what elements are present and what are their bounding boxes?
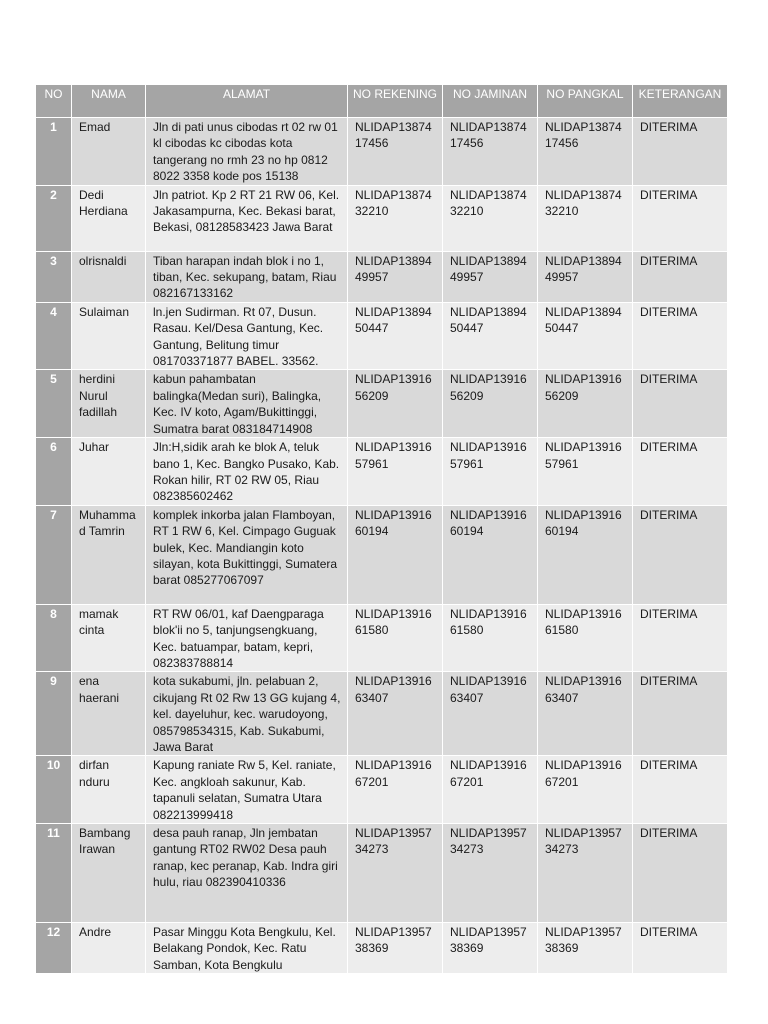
- cell-alamat: Jln patriot. Kp 2 RT 21 RW 06, Kel. Jakasampurna, Kec. Bekasi barat, Bekasi, 08128583423 Jawa Barat: [146, 185, 348, 251]
- table-row: [36, 438, 728, 506]
- cell-nama: Juhar: [72, 438, 146, 506]
- cell-nama: mamak cinta: [72, 604, 146, 672]
- cell-no-rekening: NLIDAP1389450447: [348, 302, 443, 370]
- cell-no-rekening: NLIDAP1389449957: [348, 251, 443, 302]
- cell-alamat: Jln di pati unus cibodas rt 02 rw 01 kl cibodas kc cibodas kota tangerang no rmh 23 no hp 0812 8022 3358 kode pos 15138: [146, 118, 348, 186]
- cell-nama: herdini Nurul fadillah: [72, 370, 146, 438]
- header-nama: NAMA: [72, 85, 146, 118]
- table-row: [36, 672, 728, 756]
- cell-no-jaminan: NLIDAP1387432210: [443, 185, 538, 251]
- cell-no-pangkal: NLIDAP1391667201: [538, 756, 633, 824]
- table-row: [36, 604, 728, 672]
- cell-no-jaminan: NLIDAP1391667201: [443, 756, 538, 824]
- cell-no-pangkal: NLIDAP1391663407: [538, 672, 633, 756]
- cell-alamat: Pasar Minggu Kota Bengkulu, Kel. Belakang Pondok, Kec. Ratu Samban, Kota Bengkulu: [146, 923, 348, 974]
- cell-no: 6: [36, 438, 72, 506]
- cell-keterangan: DITERIMA: [633, 672, 728, 756]
- cell-no-jaminan: NLIDAP1389450447: [443, 302, 538, 370]
- cell-alamat: Kapung raniate Rw 5, Kel. raniate, Kec. angkloah sakunur, Kab. tapanuli selatan, Sumatra Utara 082213999418: [146, 756, 348, 824]
- cell-no-pangkal: NLIDAP1391660194: [538, 505, 633, 604]
- cell-nama: olrisnaldi: [72, 251, 146, 302]
- cell-no: 12: [36, 923, 72, 974]
- cell-nama: ena haerani: [72, 672, 146, 756]
- cell-keterangan: DITERIMA: [633, 302, 728, 370]
- cell-no-pangkal: NLIDAP1395738369: [538, 923, 633, 974]
- cell-alamat: kota sukabumi, jln. pelabuan 2, cikujang Rt 02 Rw 13 GG kujang 4, kel. dayeluhur, kec. warudoyong, 085798534315, Kab. Sukabumi, Jawa Barat: [146, 672, 348, 756]
- cell-no: 5: [36, 370, 72, 438]
- cell-no-jaminan: NLIDAP1391661580: [443, 604, 538, 672]
- cell-no-rekening: NLIDAP1391663407: [348, 672, 443, 756]
- table-row: [36, 756, 728, 824]
- cell-no-pangkal: NLIDAP1391656209: [538, 370, 633, 438]
- cell-no-jaminan: NLIDAP1391660194: [443, 505, 538, 604]
- cell-no-rekening: NLIDAP1391656209: [348, 370, 443, 438]
- cell-no-pangkal: NLIDAP1389449957: [538, 251, 633, 302]
- table-row: [36, 302, 728, 370]
- cell-no: 10: [36, 756, 72, 824]
- cell-nama: Bambang Irawan: [72, 824, 146, 923]
- cell-nama: Emad: [72, 118, 146, 186]
- cell-no-jaminan: NLIDAP1391657961: [443, 438, 538, 506]
- cell-no-rekening: NLIDAP1387417456: [348, 118, 443, 186]
- cell-no-jaminan: NLIDAP1391656209: [443, 370, 538, 438]
- cell-keterangan: DITERIMA: [633, 185, 728, 251]
- cell-no-pangkal: NLIDAP1389450447: [538, 302, 633, 370]
- table-row: [36, 370, 728, 438]
- cell-keterangan: DITERIMA: [633, 756, 728, 824]
- cell-keterangan: DITERIMA: [633, 505, 728, 604]
- table-row: [36, 185, 728, 251]
- cell-keterangan: DITERIMA: [633, 604, 728, 672]
- cell-no-pangkal: NLIDAP1395734273: [538, 824, 633, 923]
- cell-keterangan: DITERIMA: [633, 251, 728, 302]
- cell-nama: Andre: [72, 923, 146, 974]
- header-no-rekening: NO REKENING: [348, 85, 443, 118]
- cell-alamat: kabun pahambatan balingka(Medan suri), Balingka, Kec. IV koto, Agam/Bukittinggi, Sumatra barat 083184714908: [146, 370, 348, 438]
- cell-no-rekening: NLIDAP1395734273: [348, 824, 443, 923]
- cell-keterangan: DITERIMA: [633, 923, 728, 974]
- cell-no-jaminan: NLIDAP1395738369: [443, 923, 538, 974]
- cell-alamat: komplek inkorba jalan Flamboyan, RT 1 RW 6, Kel. Cimpago Guguak bulek, Kec. Mandiangin koto silayan, kota Bukittinggi, Sumatera barat 085277067097: [146, 505, 348, 604]
- cell-keterangan: DITERIMA: [633, 370, 728, 438]
- cell-no-rekening: NLIDAP1395738369: [348, 923, 443, 974]
- cell-no-jaminan: NLIDAP1391663407: [443, 672, 538, 756]
- cell-nama: dirfan nduru: [72, 756, 146, 824]
- table-row: [36, 923, 728, 974]
- cell-alamat: RT RW 06/01, kaf Daengparaga blok'ii no 5, tanjungsengkuang, Kec. batuampar, batam, kepri, 082383788814: [146, 604, 348, 672]
- cell-alamat: ln.jen Sudirman. Rt 07, Dusun. Rasau. Kel/Desa Gantung, Kec. Gantung, Belitung timur 081703371877 BABEL. 33562.: [146, 302, 348, 370]
- header-alamat: ALAMAT: [146, 85, 348, 118]
- cell-no: 1: [36, 118, 72, 186]
- cell-no: 7: [36, 505, 72, 604]
- cell-no: 8: [36, 604, 72, 672]
- cell-no-jaminan: NLIDAP1395734273: [443, 824, 538, 923]
- table-row: [36, 251, 728, 302]
- cell-keterangan: DITERIMA: [633, 118, 728, 186]
- table-row: [36, 118, 728, 186]
- header-no-jaminan: NO JAMINAN: [443, 85, 538, 118]
- header-no-pangkal: NO PANGKAL: [538, 85, 633, 118]
- cell-no-rekening: NLIDAP1391657961: [348, 438, 443, 506]
- cell-keterangan: DITERIMA: [633, 824, 728, 923]
- cell-alamat: Jln:H,sidik arah ke blok A, teluk bano 1, Kec. Bangko Pusako, Kab. Rokan hilir, RT 02 RW 05, Riau 082385602462: [146, 438, 348, 506]
- cell-no: 4: [36, 302, 72, 370]
- cell-no-pangkal: NLIDAP1391661580: [538, 604, 633, 672]
- cell-nama: Sulaiman: [72, 302, 146, 370]
- cell-no-pangkal: NLIDAP1391657961: [538, 438, 633, 506]
- table-row: [36, 505, 728, 604]
- cell-alamat: Tiban harapan indah blok i no 1, tiban, Kec. sekupang, batam, Riau 082167133162: [146, 251, 348, 302]
- header-keterangan: KETERANGAN: [633, 85, 728, 118]
- cell-keterangan: DITERIMA: [633, 438, 728, 506]
- cell-nama: Dedi Herdiana: [72, 185, 146, 251]
- data-table: [35, 84, 728, 974]
- cell-no-rekening: NLIDAP1391667201: [348, 756, 443, 824]
- cell-no-pangkal: NLIDAP1387417456: [538, 118, 633, 186]
- table-row: [36, 824, 728, 923]
- cell-no-jaminan: NLIDAP1389449957: [443, 251, 538, 302]
- cell-no-jaminan: NLIDAP1387417456: [443, 118, 538, 186]
- cell-no-rekening: NLIDAP1391661580: [348, 604, 443, 672]
- cell-no-rekening: NLIDAP1387432210: [348, 185, 443, 251]
- cell-no-pangkal: NLIDAP1387432210: [538, 185, 633, 251]
- cell-no: 11: [36, 824, 72, 923]
- table-header-row: [36, 85, 728, 118]
- cell-no-rekening: NLIDAP1391660194: [348, 505, 443, 604]
- cell-nama: Muhammad Tamrin: [72, 505, 146, 604]
- cell-no: 9: [36, 672, 72, 756]
- cell-no: 2: [36, 185, 72, 251]
- cell-no: 3: [36, 251, 72, 302]
- header-no: NO: [36, 85, 72, 118]
- cell-alamat: desa pauh ranap, Jln jembatan gantung RT02 RW02 Desa pauh ranap, kec peranap, Kab. Indra giri hulu, riau 082390410336: [146, 824, 348, 923]
